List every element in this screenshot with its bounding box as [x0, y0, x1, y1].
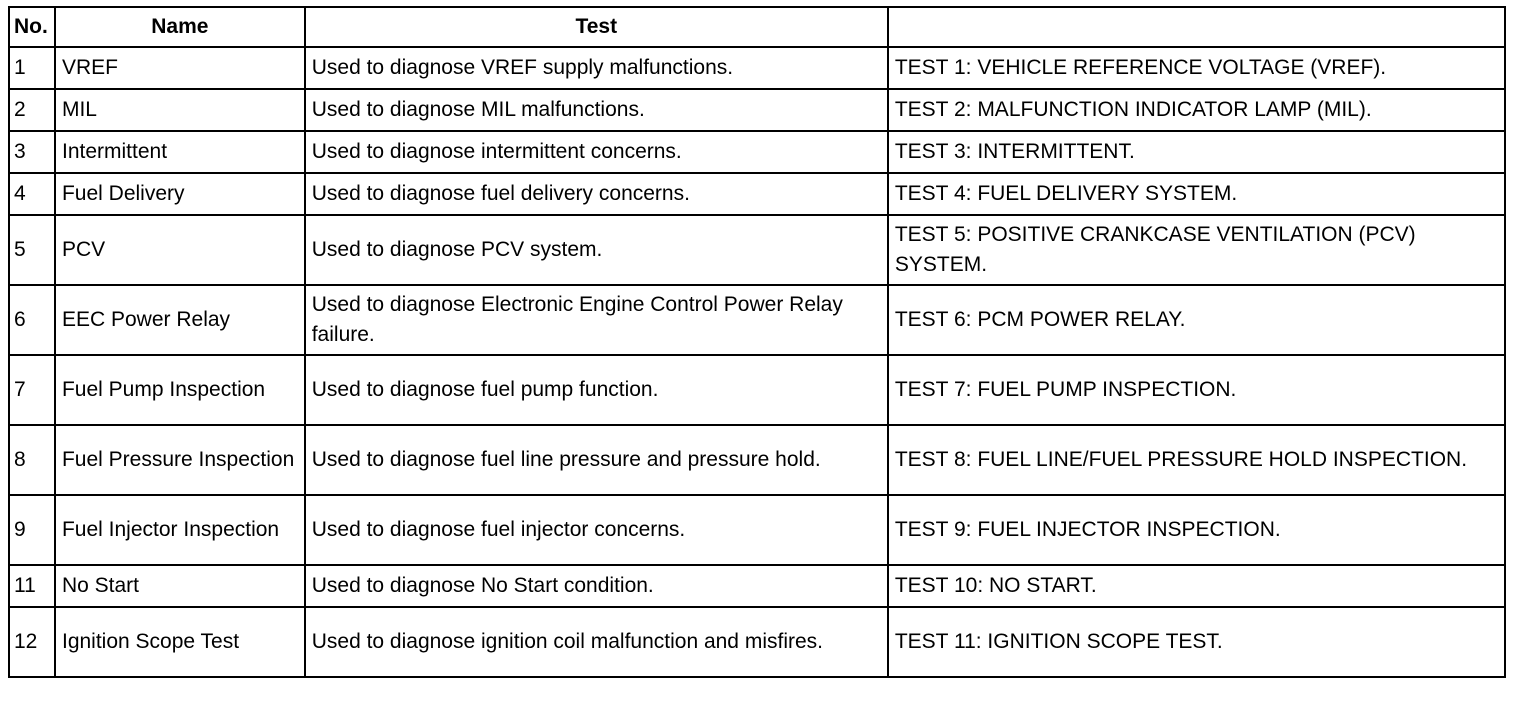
row-reference: TEST 10: NO START.	[888, 565, 1505, 607]
row-reference: TEST 2: MALFUNCTION INDICATOR LAMP (MIL).	[888, 89, 1505, 131]
table-row	[9, 173, 1505, 215]
row-test: Used to diagnose fuel line pressure and pressure hold.	[305, 425, 888, 495]
row-name: EEC Power Relay	[55, 285, 305, 355]
row-no: 1	[9, 47, 55, 89]
row-reference: TEST 7: FUEL PUMP INSPECTION.	[888, 355, 1505, 425]
row-test: Used to diagnose intermittent concerns.	[305, 131, 888, 173]
table-row	[9, 285, 1505, 355]
row-no: 12	[9, 607, 55, 677]
row-no: 7	[9, 355, 55, 425]
row-reference: TEST 1: VEHICLE REFERENCE VOLTAGE (VREF).	[888, 47, 1505, 89]
header-row	[9, 7, 1505, 47]
row-no: 4	[9, 173, 55, 215]
table-row	[9, 425, 1505, 495]
row-name: Fuel Injector Inspection	[55, 495, 305, 565]
row-reference: TEST 5: POSITIVE CRANKCASE VENTILATION (PCV) SYSTEM.	[888, 215, 1505, 285]
row-test: Used to diagnose VREF supply malfunctions.	[305, 47, 888, 89]
row-reference: TEST 4: FUEL DELIVERY SYSTEM.	[888, 173, 1505, 215]
row-name: MIL	[55, 89, 305, 131]
row-no: 9	[9, 495, 55, 565]
row-reference: TEST 3: INTERMITTENT.	[888, 131, 1505, 173]
row-no: 2	[9, 89, 55, 131]
row-test: Used to diagnose fuel pump function.	[305, 355, 888, 425]
row-name: VREF	[55, 47, 305, 89]
row-name: Fuel Pressure Inspection	[55, 425, 305, 495]
table-row	[9, 565, 1505, 607]
row-no: 3	[9, 131, 55, 173]
row-name: PCV	[55, 215, 305, 285]
row-test: Used to diagnose fuel delivery concerns.	[305, 173, 888, 215]
table-row	[9, 47, 1505, 89]
header-test: Test	[305, 7, 888, 47]
row-no: 5	[9, 215, 55, 285]
row-name: No Start	[55, 565, 305, 607]
table-row	[9, 131, 1505, 173]
row-test: Used to diagnose ignition coil malfunction and misfires.	[305, 607, 888, 677]
row-test: Used to diagnose Electronic Engine Control Power Relay failure.	[305, 285, 888, 355]
row-name: Ignition Scope Test	[55, 607, 305, 677]
row-test: Used to diagnose PCV system.	[305, 215, 888, 285]
table-row	[9, 355, 1505, 425]
table-row	[9, 607, 1505, 677]
diagnostic-tests-table	[8, 6, 1506, 678]
row-test: Used to diagnose MIL malfunctions.	[305, 89, 888, 131]
table-row	[9, 495, 1505, 565]
row-name: Fuel Pump Inspection	[55, 355, 305, 425]
row-name: Fuel Delivery	[55, 173, 305, 215]
row-name: Intermittent	[55, 131, 305, 173]
row-reference: TEST 9: FUEL INJECTOR INSPECTION.	[888, 495, 1505, 565]
table-row	[9, 89, 1505, 131]
row-no: 8	[9, 425, 55, 495]
row-reference: TEST 11: IGNITION SCOPE TEST.	[888, 607, 1505, 677]
row-reference: TEST 8: FUEL LINE/FUEL PRESSURE HOLD INSPECTION.	[888, 425, 1505, 495]
row-no: 6	[9, 285, 55, 355]
row-reference: TEST 6: PCM POWER RELAY.	[888, 285, 1505, 355]
header-no: No.	[9, 7, 55, 47]
row-no: 11	[9, 565, 55, 607]
header-name: Name	[55, 7, 305, 47]
header-reference	[888, 7, 1505, 47]
row-test: Used to diagnose fuel injector concerns.	[305, 495, 888, 565]
table-row	[9, 215, 1505, 285]
row-test: Used to diagnose No Start condition.	[305, 565, 888, 607]
